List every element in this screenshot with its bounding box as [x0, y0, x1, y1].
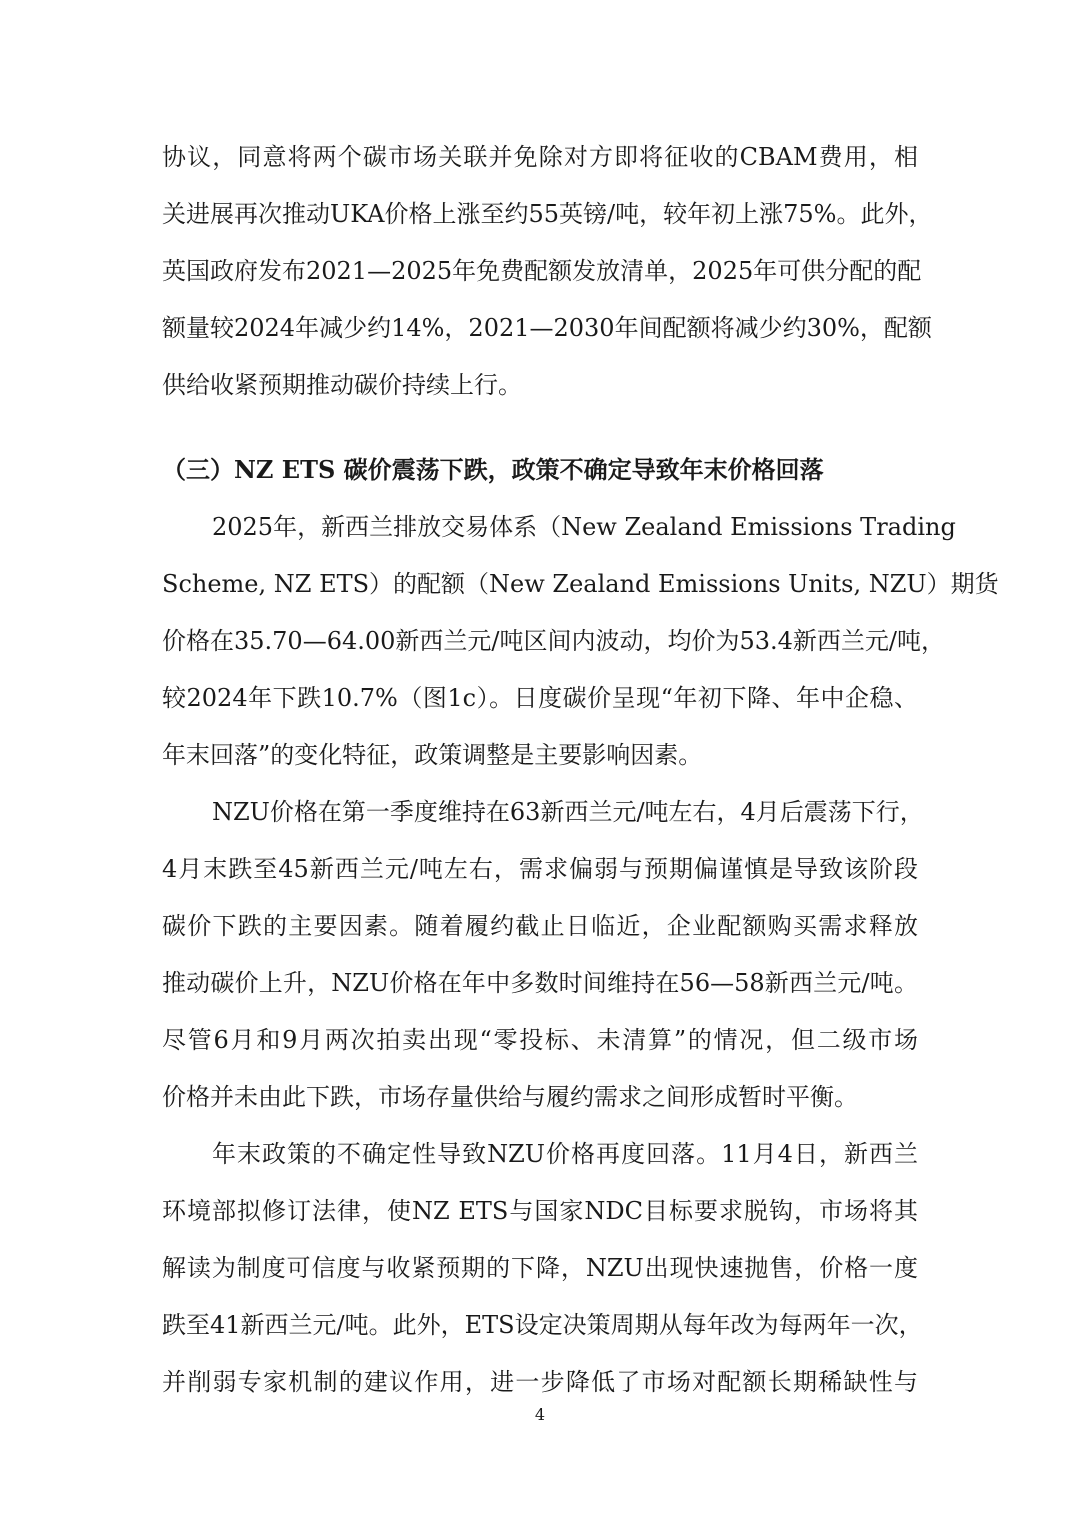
paragraph-4-line-2: 环境部拟修订法律，使NZ ETS与国家NDC目标要求脱钩，市场将其	[162, 1197, 918, 1225]
paragraph-2-line-2: Scheme, NZ ETS）的配额（New Zealand Emissions Units, NZU）期货	[162, 570, 999, 598]
paragraph-3-line-2: 4月末跌至45新西兰元/吨左右，需求偏弱与预期偏谨慎是导致该阶段	[162, 855, 918, 883]
paragraph-3-line-4: 推动碳价上升，NZU价格在年中多数时间维持在56—58新西兰元/吨。	[162, 969, 918, 997]
paragraph-3-line-3: 碳价下跌的主要因素。随着履约截止日临近，企业配额购买需求释放	[162, 912, 918, 940]
page-number: 4	[534, 1405, 546, 1424]
paragraph-4-line-3: 解读为制度可信度与收紧预期的下降，NZU出现快速抛售，价格一度	[162, 1254, 918, 1282]
paragraph-1-line-1: 协议，同意将两个碳市场关联并免除对方即将征收的CBAM费用，相	[162, 143, 918, 171]
paragraph-1-line-2: 关进展再次推动UKA价格上涨至约55英镑/吨，较年初上涨75%。此外，	[162, 200, 933, 228]
paragraph-1-line-4: 额量较2024年减少约14%，2021—2030年间配额将减少约30%，配额	[162, 314, 932, 342]
paragraph-2-line-1: 2025年，新西兰排放交易体系（New Zealand Emissions Trading	[212, 513, 956, 541]
section-heading: （三）NZ ETS 碳价震荡下跌，政策不确定导致年末价格回落	[162, 455, 824, 484]
paragraph-3-line-6: 价格并未由此下跌，市场存量供给与履约需求之间形成暂时平衡。	[162, 1083, 858, 1111]
paragraph-3-line-1: NZU价格在第一季度维持在63新西兰元/吨左右，4月后震荡下行，	[212, 798, 924, 826]
paragraph-1-line-3: 英国政府发布2021—2025年免费配额发放清单，2025年可供分配的配	[162, 257, 922, 285]
paragraph-3-line-5: 尽管6月和9月两次拍卖出现“零投标、未清算”的情况，但二级市场	[162, 1026, 918, 1054]
paragraph-4-line-4: 跌至41新西兰元/吨。此外，ETS设定决策周期从每年改为每两年一次，	[162, 1311, 923, 1339]
paragraph-1-line-5: 供给收紧预期推动碳价持续上行。	[162, 371, 522, 399]
paragraph-2-line-4: 较2024年下跌10.7%（图1c）。日度碳价呈现“年初下降、年中企稳、	[162, 684, 918, 712]
paragraph-4-line-1: 年末政策的不确定性导致NZU价格再度回落。11月4日，新西兰	[212, 1140, 918, 1168]
paragraph-4-line-5: 并削弱专家机制的建议作用，进一步降低了市场对配额长期稀缺性与	[162, 1368, 918, 1396]
paragraph-2-line-3: 价格在35.70—64.00新西兰元/吨区间内波动，均价为53.4新西兰元/吨，	[162, 627, 946, 655]
paragraph-2-line-5: 年末回落”的变化特征，政策调整是主要影响因素。	[162, 741, 703, 769]
